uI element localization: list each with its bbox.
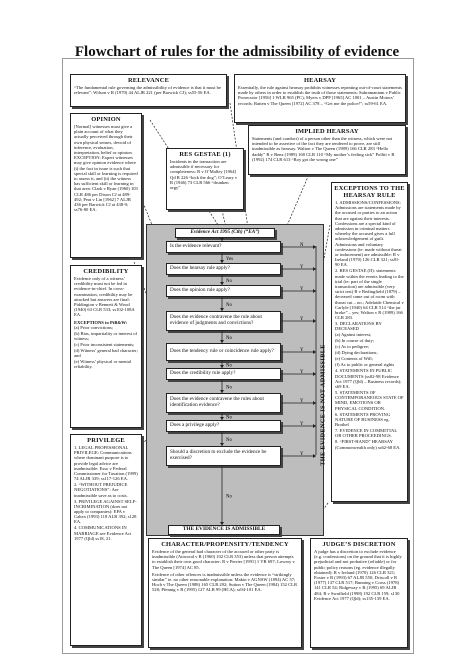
credibility-exception-item: (b) Bias, impartiality or interest of witness; (74, 330, 138, 342)
exception-item: (c) As to pedigree; (335, 344, 370, 350)
flow-label: No (226, 494, 232, 500)
relevance-heading: RELEVANCE (127, 77, 170, 84)
exception-item: (f) As to public or general rights (335, 362, 395, 368)
flow-arrow-head (220, 282, 224, 285)
flow-label: Y (300, 348, 304, 353)
flow-arrow-head (313, 267, 316, 271)
credibility-text: Evidence only of a witness’ credibility must not be led in evidence-in-chief. In cross-examination, credibility may be attacked but answers are final: Piddington v Bennett & Wood (1940) 63 CLR 533; ss102-108A EA. (74, 276, 135, 318)
flow-arrow-head (220, 260, 224, 263)
flow-label: No (226, 438, 232, 443)
flowchart-question-text: Does the evidence contravene the rules about identification evidence? (170, 396, 264, 408)
exceptions-heading: EXCEPTIONS TO THE HEARSAY RULE (334, 185, 405, 199)
flow-label: Y (300, 265, 304, 270)
flow-label: N (300, 243, 304, 248)
exception-item: 4. STATEMENTS IN PUBLIC DOCUMENTS (ss82-98 Evidence Act 1977 (Qld) – Business records); s69 EA. (335, 368, 402, 390)
flow-label: No (226, 303, 232, 308)
exception-item: 1. ADMISSIONS/CONFESSIONS: Admissions are statements made by the accused or parties to an action that are against their interests. Confessions are a special kind of admission in criminal matters whereby the accused gives a full acknowledgement of guilt. Admissions and voluntary confessions (ie: made without threat or inducement) are admissible: R v Ireland (1970) 126 CLR 321; ss81-90 EA. (335, 200, 402, 268)
flow-arrow-head (220, 238, 224, 241)
flow-arrow-head (220, 390, 224, 393)
flowchart-question-text: Does the tendency rule or coincidence rule apply? (170, 348, 274, 355)
hearsay-text: Essentially, the rule against hearsay prohibits witnesses repeating out-of-court statements made by others in order to establish the truth of those statements: Subramaniam v Public Prosecutor [1956] 1 WLR 965 (PC); Myers v DPP [1965] AC 1001 – Austin Motors’ records; Ratten v The Queen [1972] AC 378 – “Get me the police!”; ss59-61 EA. (238, 85, 402, 106)
flow-label: No (226, 279, 232, 284)
privilege-item: 4. COMMUNICATIONS IN MARRIAGE see Evidence Act 1977 (Qld) ss18, 21. (74, 525, 132, 541)
flow-label: Y (300, 317, 304, 322)
flow-label: Yes (226, 257, 233, 262)
opinion-heading: OPINION (91, 116, 121, 123)
flow-label: Y (300, 370, 304, 375)
exception-item: 6. STATEMENTS PROVING NATURE OF BUSINESS eg. Brothel (335, 411, 391, 428)
flow-label: Y (300, 452, 304, 457)
flow-label: No (226, 363, 232, 369)
flow-arrow-head (313, 350, 316, 354)
exception-item: 7. EVIDENCE IN COMMITTAL OR OTHER PROCEEDINGS. (335, 428, 397, 439)
flow-arrow-head (220, 443, 224, 446)
flow-label: No (226, 385, 232, 391)
exception-item: (e) Contents of Will; (335, 356, 373, 362)
flowchart-question-text: Does the hearsay rule apply? (170, 265, 230, 272)
flowchart-question-text: Is the evidence relevant? (170, 243, 222, 250)
flow-label: No (226, 336, 232, 341)
flow-label: No (226, 415, 232, 421)
exception-item: (d) Dying declarations; (335, 350, 378, 356)
exception-item: (b) In course of duty; (335, 338, 375, 344)
flowchart-question-text: Does the credibility rule apply? (170, 370, 236, 377)
character-text-1: Evidence of the general bad character of the accused or other party is inadmissible (Attwood v R (1960) 102 CLR 353) unless that person attempts to establish their own good character: R v Perrier [1991] 1 VR 697; Lowery v The Queen [1974] AC 85. (152, 549, 295, 570)
credibility-heading: CREDIBILITY (83, 268, 129, 275)
exception-item: 5. STATEMENTS OF CONTEMPORANEOUS STATE OF MIND, EMOTIONS OR PHYSICAL CONDITION. (335, 390, 404, 411)
page-title: Flowchart of rules for the admissibility of evidence (74, 44, 400, 60)
flow-arrow-head (313, 454, 316, 458)
discretion-text: A judge has a discretion to exclude evidence (e.g. confessions) on the ground that it is highly prejudicial and not probative (reliable) or for public policy reasons (eg. evidence illegally obtained): R v Ireland (1970) 126 CLR 321; Foster v R (1993) 67 ALJR 550; Driscoll v R (1977) 137 CLR 517; Bunning v Cross (1978) 141 CLR 54; Ridgeway v R (1995) 69 ALJR 484; R v Swaffield (1998) 192 CLR 159; s130 Evidence Act 1977 (Qld); ss135-139 EA. (314, 549, 402, 601)
flow-arrow-head (220, 417, 224, 420)
res-gestae-heading: RES GESTAE (1) (179, 151, 231, 158)
flow-arrow-head (220, 340, 224, 343)
not-admissible-text: THE EVIDENCE IS NOT ADMISSIBLE (319, 344, 327, 466)
privilege-item: 3. PRIVILEGE AGAINST SELF-INCRIMINATION (does not apply to companies): EPA v Caltex (1993) 118 ALR 392; s128 EA. (74, 498, 137, 525)
credibility-exception-item: (a) Prior convictions; (74, 324, 114, 330)
credibility-exception-item: (c) Prior inconsistent statements; (74, 342, 135, 348)
res-gestae-text: Incidents in the transaction are admissible if necessary for completeness: R v O’Malley [1964] Qd R 226 “kick the dog”; O’Leary v R (1946) 73 CLR 566 “drunken orgy” (170, 159, 238, 191)
opinion-text: [Normal] witnesses must give a plain account of what they actually perceived through their own physical senses, devoid of inference, evaluation, interpretation, belief or opinion. EXCEPTION: Expert witnesses may give opinion evidence where (i) the fact in issue is such that special skill or learning is required to assess it, and (ii) the witness has sufficient skill or learning in that area: Clark v Ryan (1960) 103 CLR 486 per Dixon CJ at 489-492; Peat v Lin [1962] 7 ALJR 436 per Barwick CJ at 438-9; ss76-80 EA. (74, 124, 138, 213)
flowchart-question-text: Does the evidence contravene the rule about evidence of judgments and convictions? (170, 314, 262, 326)
admissible-result-text: THE EVIDENCE IS ADMISSIBLE (182, 526, 266, 533)
flow-label: Y (300, 399, 304, 404)
flow-label: Y (300, 422, 304, 427)
flow-arrow-head (313, 372, 316, 376)
credibility-subheading: EXCEPTIONS to PtB&W: (74, 319, 128, 325)
flow-arrow-head (220, 522, 224, 525)
character-heading: CHARACTER/PROPENSITY/TENDENCY (161, 541, 289, 548)
privilege-item: 2. “WITHOUT PREJUDICE NEGOTIATIONS”: Are inadmissible save as to costs. (74, 482, 128, 498)
character-text-2: Evidence of other offences is inadmissible unless the evidence is “strikingly similar” ie. no other reasonable explanation: Makin v AGNSW (1894) AC 57; Hoch v The Queen (1988) 165 CLR 292; Sutton v The Queen (1984) 152 CLR 528; Pfennig v R (1995) 127 ALR 99 (HCA); ss94-101 EA. (152, 571, 298, 593)
relevance-text: “The fundamental rule governing the admissibility of evidence is that it must be relevant”: Wilson v R (1970) 44 ALJR 221 (per Barwick CJ); ss55-56 EA. (74, 85, 221, 96)
flowchart-question-text: Does the opinion rule apply? (170, 287, 230, 294)
flow-label: Y (300, 287, 304, 292)
flow-arrow-head (313, 424, 316, 428)
flow-arrow-head (220, 308, 224, 311)
hearsay-heading: HEARSAY (303, 77, 337, 84)
flow-arrow-head (313, 245, 316, 249)
flow-arrow-head (313, 289, 316, 293)
privilege-item: 1. LEGAL PROFESSIONAL PRIVILEGE: Communications where dominant purpose is to provide legal advice are inadmissible: Esso v Federal Commissioner for Taxation (1999) 74 ALJR 339; ss117-126 EA. (74, 445, 138, 482)
flow-arrow-head (313, 319, 316, 323)
credibility-exception-item: (d) Witness’ general bad character; and (74, 348, 138, 359)
exception-item: 8. “FIRST-HAND” HEARSAY (Commonwealth only) ss62-68 EA. (335, 439, 401, 450)
exception-item: (a) Against interest; (335, 332, 372, 338)
implied-hearsay-text: Statements (and conduct) of a person other than the witness, which were not intended to be assertive of the fact they are tendered to prove, are still inadmissible as hearsay. Walton v The Queen (1989) 166 CLR 283 “Hello daddy” R v Benz (1989) 168 CLR 110 “My mother’s feeling sick” Pollitt v R (1992) 174 CLR 613 “Roy got the wrong one” (252, 136, 395, 162)
flowchart-question-text: Does a privilege apply? (170, 422, 220, 429)
exception-item: 3. DECLARATIONS BY DECEASED (335, 321, 382, 332)
exception-item: 2. RES GESTAE (II): statements made within the events leading to the trial (ie: part of the single transaction) are admissible (very strict test) R v Bedingfield (1879) – deceased came out of room with throat cut – no.; Adelaide Chemical v Carlyle (1940) 64 CLR 514 “the jar broke” – yes; Walton v R (1989) 166 CLR 283. (335, 268, 404, 321)
flow-arrow-head (313, 401, 316, 405)
discretion-heading: JUDGE’S DISCRETION (322, 541, 396, 548)
privilege-heading: PRIVILEGE (87, 437, 125, 444)
credibility-exception-item: (e) Witness’ physical or mental reliability. (74, 359, 132, 370)
flowchart-question-text: Should a discretion to exclude the evidence be exercised? (170, 449, 267, 461)
implied-hearsay-heading: IMPLIED HEARSAY (295, 128, 359, 135)
flow-arrow-head (220, 365, 224, 368)
flowchart-header-text: Evidence Act 1995 (Cth) (“EA”) (190, 229, 260, 236)
